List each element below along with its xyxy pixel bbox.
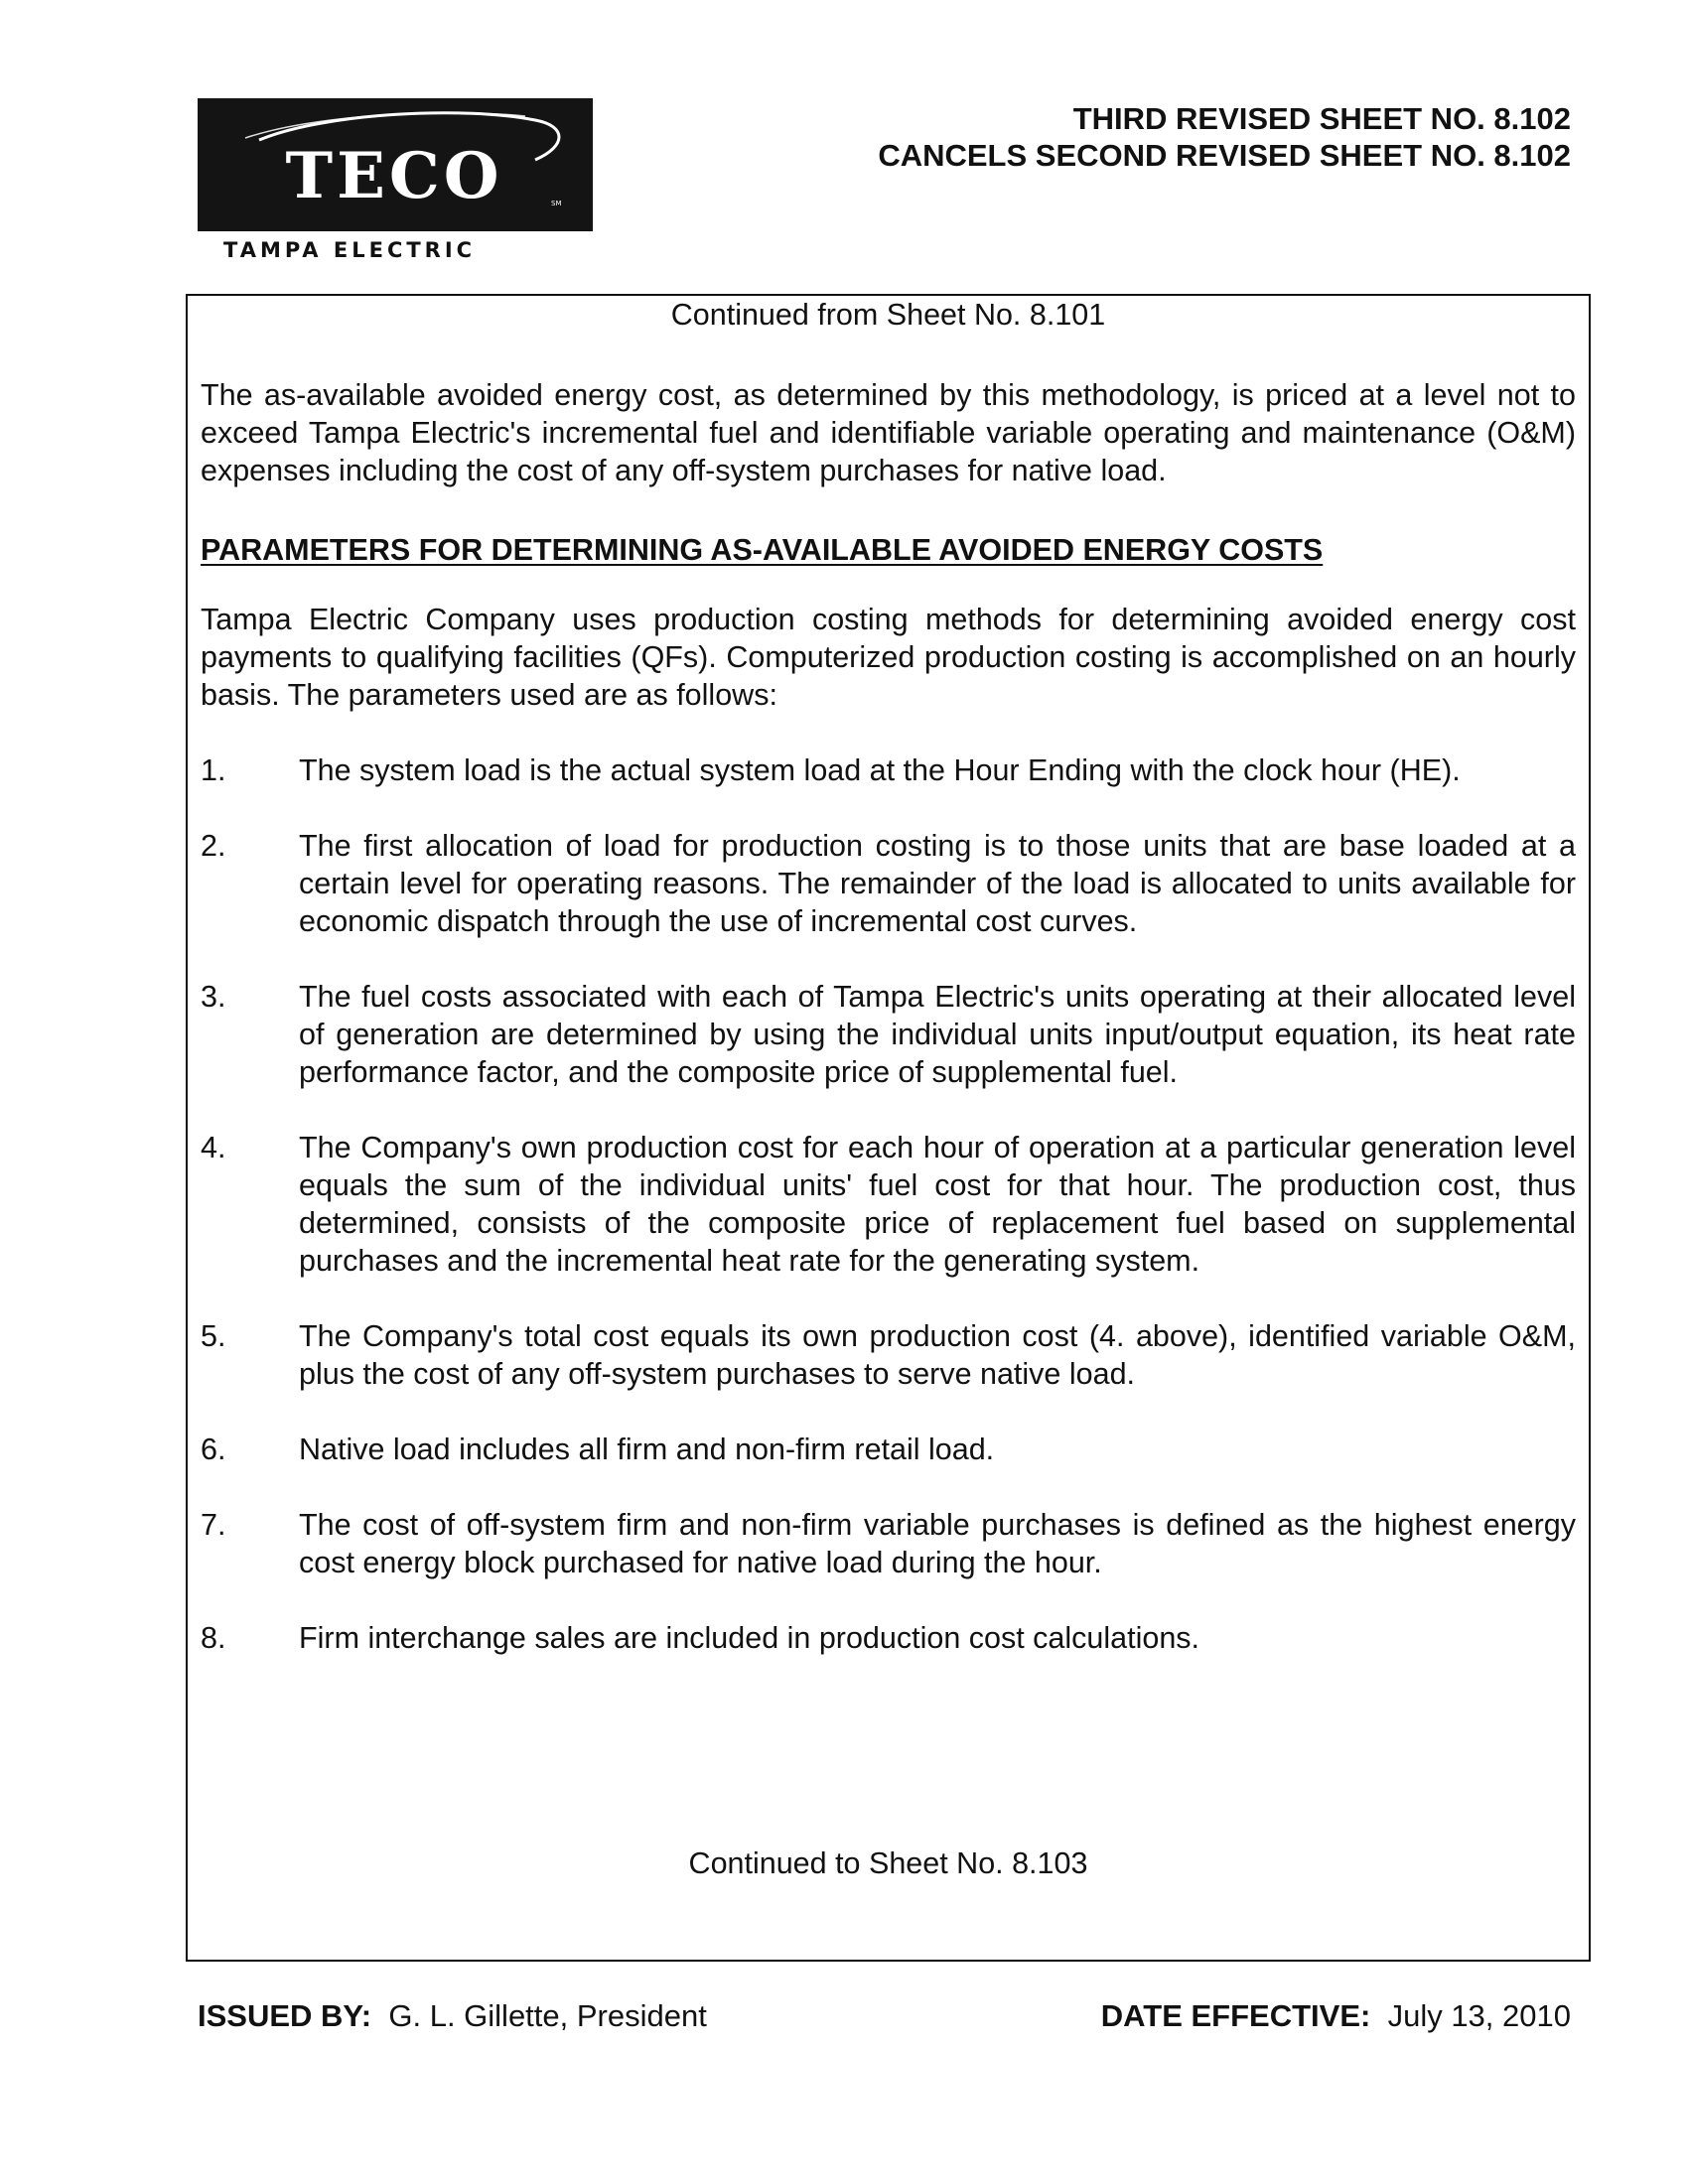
list-item <box>201 1317 1576 1393</box>
list-text: The Company's total cost equals its own production cost (4. above), identified variable O&M, plus the cost of any off-system purchases to serve native load. <box>299 1319 1576 1391</box>
issued-by-value: G. L. Gillette, President <box>388 1998 707 2033</box>
parameters-intro: Tampa Electric Company uses production costing methods for determining avoided energy cost payments to qualifying facilities (QFs). Computerized production costing is accomplished on an hourly basis. The parameters used are as follows: <box>201 603 1576 712</box>
list-text: Firm interchange sales are included in production cost calculations. <box>299 1621 1200 1655</box>
parameters-list <box>201 751 1576 1695</box>
list-text: The Company's own production cost for each hour of operation at a particular generation level equals the sum of the individual units' fuel cost for that hour. The production cost, thus determined, consists of the composite price of replacement fuel based on supplemental purchases and the incremental heat rate for the generating system. <box>299 1131 1576 1278</box>
sheet-header <box>878 100 1571 174</box>
list-number: 3. <box>201 980 226 1014</box>
list-text: Native load includes all firm and non-firm retail load. <box>299 1433 995 1466</box>
cancels-sheet-number: CANCELS SECOND REVISED SHEET NO. 8.102 <box>878 138 1571 173</box>
sheet-number: THIRD REVISED SHEET NO. 8.102 <box>1072 101 1571 136</box>
issued-by-label: ISSUED BY: <box>198 1998 372 2033</box>
teco-logo-mark <box>198 98 593 231</box>
service-mark: SM <box>551 200 562 207</box>
list-item <box>201 1431 1576 1468</box>
list-number: 6. <box>201 1433 226 1466</box>
list-item <box>201 1129 1576 1280</box>
list-item <box>201 751 1576 789</box>
date-effective-label: DATE EFFECTIVE: <box>1100 1998 1371 2033</box>
list-number: 8. <box>201 1621 226 1655</box>
list-item <box>201 1619 1576 1657</box>
list-number: 2. <box>201 829 226 863</box>
list-text: The fuel costs associated with each of Tampa Electric's units operating at their allocated level of generation are determined by using the individual units input/output equation, its heat rate performance factor, and the composite price of supplemental fuel. <box>299 980 1576 1089</box>
list-number: 1. <box>201 753 226 787</box>
list-number: 7. <box>201 1508 226 1542</box>
issued-by <box>198 1997 707 2035</box>
section-heading-text: PARAMETERS FOR DETERMINING AS-AVAILABLE AVOIDED ENERGY COSTS <box>201 533 1324 567</box>
date-effective-value: July 13, 2010 <box>1387 1998 1571 2033</box>
list-item <box>201 1506 1576 1581</box>
intro-paragraph: The as-available avoided energy cost, as determined by this methodology, is priced at a level not to exceed Tampa Electric's incremental fuel and identifiable variable operating and maintenance (O&M) expenses including the cost of any off-system purchases for native load. <box>201 378 1576 487</box>
list-number: 4. <box>201 1131 226 1164</box>
list-item <box>201 827 1576 940</box>
list-number: 5. <box>201 1319 226 1353</box>
tariff-content-box <box>186 294 1591 1962</box>
list-text: The first allocation of load for production costing is to those units that are base loaded at a certain level for operating reasons. The remainder of the load is allocated to units available for economic dispatch through the use of incremental cost curves. <box>299 829 1576 938</box>
logo-subtitle: TAMPA ELECTRIC <box>223 238 477 262</box>
continued-from: Continued from Sheet No. 8.101 <box>670 298 1106 332</box>
list-text: The system load is the actual system load at the Hour Ending with the clock hour (HE). <box>299 753 1461 787</box>
logo-wordmark: TECO <box>285 139 503 213</box>
list-item <box>201 978 1576 1091</box>
list-text: The cost of off-system firm and non-firm variable purchases is defined as the highest energy cost energy block purchased for native load during the hour. <box>299 1508 1576 1579</box>
date-effective <box>1101 1997 1571 2035</box>
teco-logo <box>198 98 593 231</box>
continued-to: Continued to Sheet No. 8.103 <box>688 1846 1088 1880</box>
section-heading <box>201 526 1576 569</box>
